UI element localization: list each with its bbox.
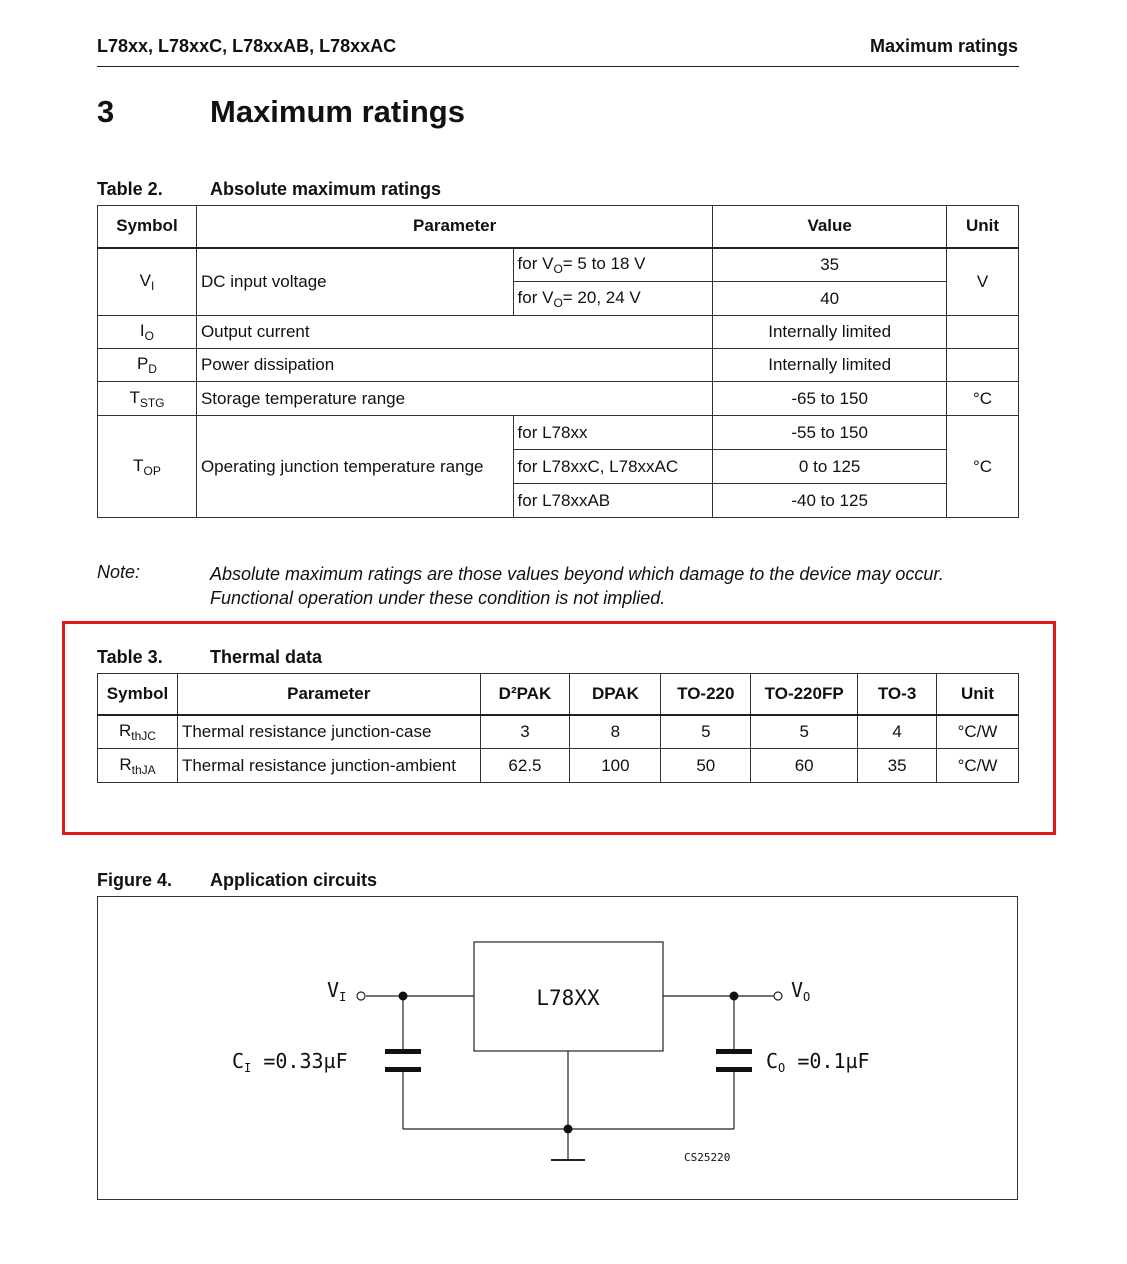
output-capacitor-plate-top [716, 1049, 752, 1054]
input-capacitor-label: $C_I =0.33\mu F$ [232, 1049, 348, 1075]
value-cell: 5 [751, 715, 858, 749]
unit-cell: °C [947, 382, 1019, 416]
condition-cell: for L78xx [513, 416, 713, 450]
value-cell: -65 to 150 [713, 382, 947, 416]
thermal-data-table [97, 673, 1019, 783]
symbol-cell: $T_{OP}$ [98, 416, 197, 518]
section-title: Maximum ratings [210, 94, 465, 129]
value-cell: 8 [570, 715, 661, 749]
figure-label: Figure 4. [97, 870, 173, 890]
value-cell: 4 [858, 715, 937, 749]
regulator-label: L78XX [536, 986, 600, 1010]
absolute-maximum-ratings-table [97, 205, 1019, 518]
symbol-cell: $I_O$ [98, 316, 197, 349]
output-terminal [774, 992, 782, 1000]
table-row [98, 316, 1019, 349]
table-row [98, 349, 1019, 382]
table-row [98, 416, 1019, 450]
table3-header-dpak: DPAK [570, 674, 661, 715]
input-terminal [357, 992, 365, 1000]
symbol-cell: $P_D$ [98, 349, 197, 382]
section-number: 3 [97, 94, 115, 129]
unit-cell [947, 349, 1019, 382]
table-row [98, 248, 1019, 282]
table2-header-value: Value [713, 206, 947, 248]
unit-cell: °C/W [937, 715, 1019, 749]
header-divider [97, 66, 1019, 67]
table2-label: Table 2. [97, 179, 163, 199]
parameter-cell: Thermal resistance junction-case [177, 715, 480, 749]
value-cell: 60 [751, 749, 858, 783]
unit-cell [947, 316, 1019, 349]
unit-cell: °C/W [937, 749, 1019, 783]
ground-junction [564, 1125, 573, 1134]
header-document-title: L78xx, L78xxC, L78xxAB, L78xxAC [97, 36, 397, 56]
table3-header-to220fp: TO-220FP [751, 674, 858, 715]
parameter-cell: DC input voltage [196, 248, 513, 316]
table2-title: Absolute maximum ratings [210, 179, 442, 199]
value-cell: 50 [661, 749, 751, 783]
vin-label: $V_I$ [327, 978, 347, 1004]
parameter-cell: Thermal resistance junction-ambient [177, 749, 480, 783]
output-capacitor-plate-bottom [716, 1067, 752, 1072]
condition-cell: for $V_O= 5$ to 18 V [513, 248, 713, 282]
input-capacitor-plate-bottom [385, 1067, 421, 1072]
symbol-cell: $V_I$ [98, 248, 197, 316]
table-row [98, 382, 1019, 416]
symbol-cell: $R_{thJC}$ [98, 715, 178, 749]
value-cell: 35 [858, 749, 937, 783]
value-cell: -55 to 150 [713, 416, 947, 450]
unit-cell: °C [947, 416, 1019, 518]
condition-cell: for L78xxAB [513, 484, 713, 518]
table3-title: Thermal data [210, 647, 323, 667]
parameter-cell: Operating junction temperature range [196, 416, 513, 518]
value-cell: -40 to 125 [713, 484, 947, 518]
symbol-cell: $T_{STG}$ [98, 382, 197, 416]
table-row [98, 715, 1019, 749]
value-cell: 35 [713, 248, 947, 282]
table-row [98, 749, 1019, 783]
condition-cell: for L78xxC, L78xxAC [513, 450, 713, 484]
table3-label: Table 3. [97, 647, 163, 667]
unit-cell: V [947, 248, 1019, 316]
value-cell: 3 [480, 715, 570, 749]
symbol-cell: $R_{thJA}$ [98, 749, 178, 783]
table3-header-unit: Unit [937, 674, 1019, 715]
output-capacitor-label: $C_O =0.1\mu F$ [766, 1049, 870, 1075]
table3-header-to3: TO-3 [858, 674, 937, 715]
table3-header-symbol: Symbol [98, 674, 178, 715]
value-cell: Internally limited [713, 349, 947, 382]
vout-label: $V_O$ [791, 978, 811, 1004]
value-cell: 40 [713, 282, 947, 316]
note-line-1: Absolute maximum ratings are those values beyond which damage to the device may occur. [210, 564, 944, 584]
header-section-title: Maximum ratings [869, 36, 1018, 56]
figure-title: Application circuits [210, 870, 378, 890]
output-junction [730, 992, 739, 1001]
input-junction [399, 992, 408, 1001]
table3-header-to220: TO-220 [661, 674, 751, 715]
value-cell: 0 to 125 [713, 450, 947, 484]
application-circuit-figure [97, 896, 1018, 1200]
value-cell: Internally limited [713, 316, 947, 349]
table2-header-unit: Unit [947, 206, 1019, 248]
note-text [210, 562, 1030, 610]
value-cell: 5 [661, 715, 751, 749]
parameter-cell: Storage temperature range [196, 382, 712, 416]
parameter-cell: Output current [196, 316, 712, 349]
value-cell: 62.5 [480, 749, 570, 783]
input-capacitor-plate-top [385, 1049, 421, 1054]
note-line-2: Functional operation under these condition is not implied. [210, 588, 666, 608]
table2-header-symbol: Symbol [98, 206, 197, 248]
table3-header-d2pak: D²PAK [480, 674, 570, 715]
value-cell: 100 [570, 749, 661, 783]
figure-code: CS25220 [684, 1151, 731, 1164]
note-label: Note: [97, 562, 141, 582]
circuit-diagram [98, 897, 1017, 1199]
condition-cell: for $V_O= 20$, 24 V [513, 282, 713, 316]
table3-header-parameter: Parameter [177, 674, 480, 715]
parameter-cell: Power dissipation [196, 349, 712, 382]
table2-header-parameter: Parameter [196, 206, 712, 248]
